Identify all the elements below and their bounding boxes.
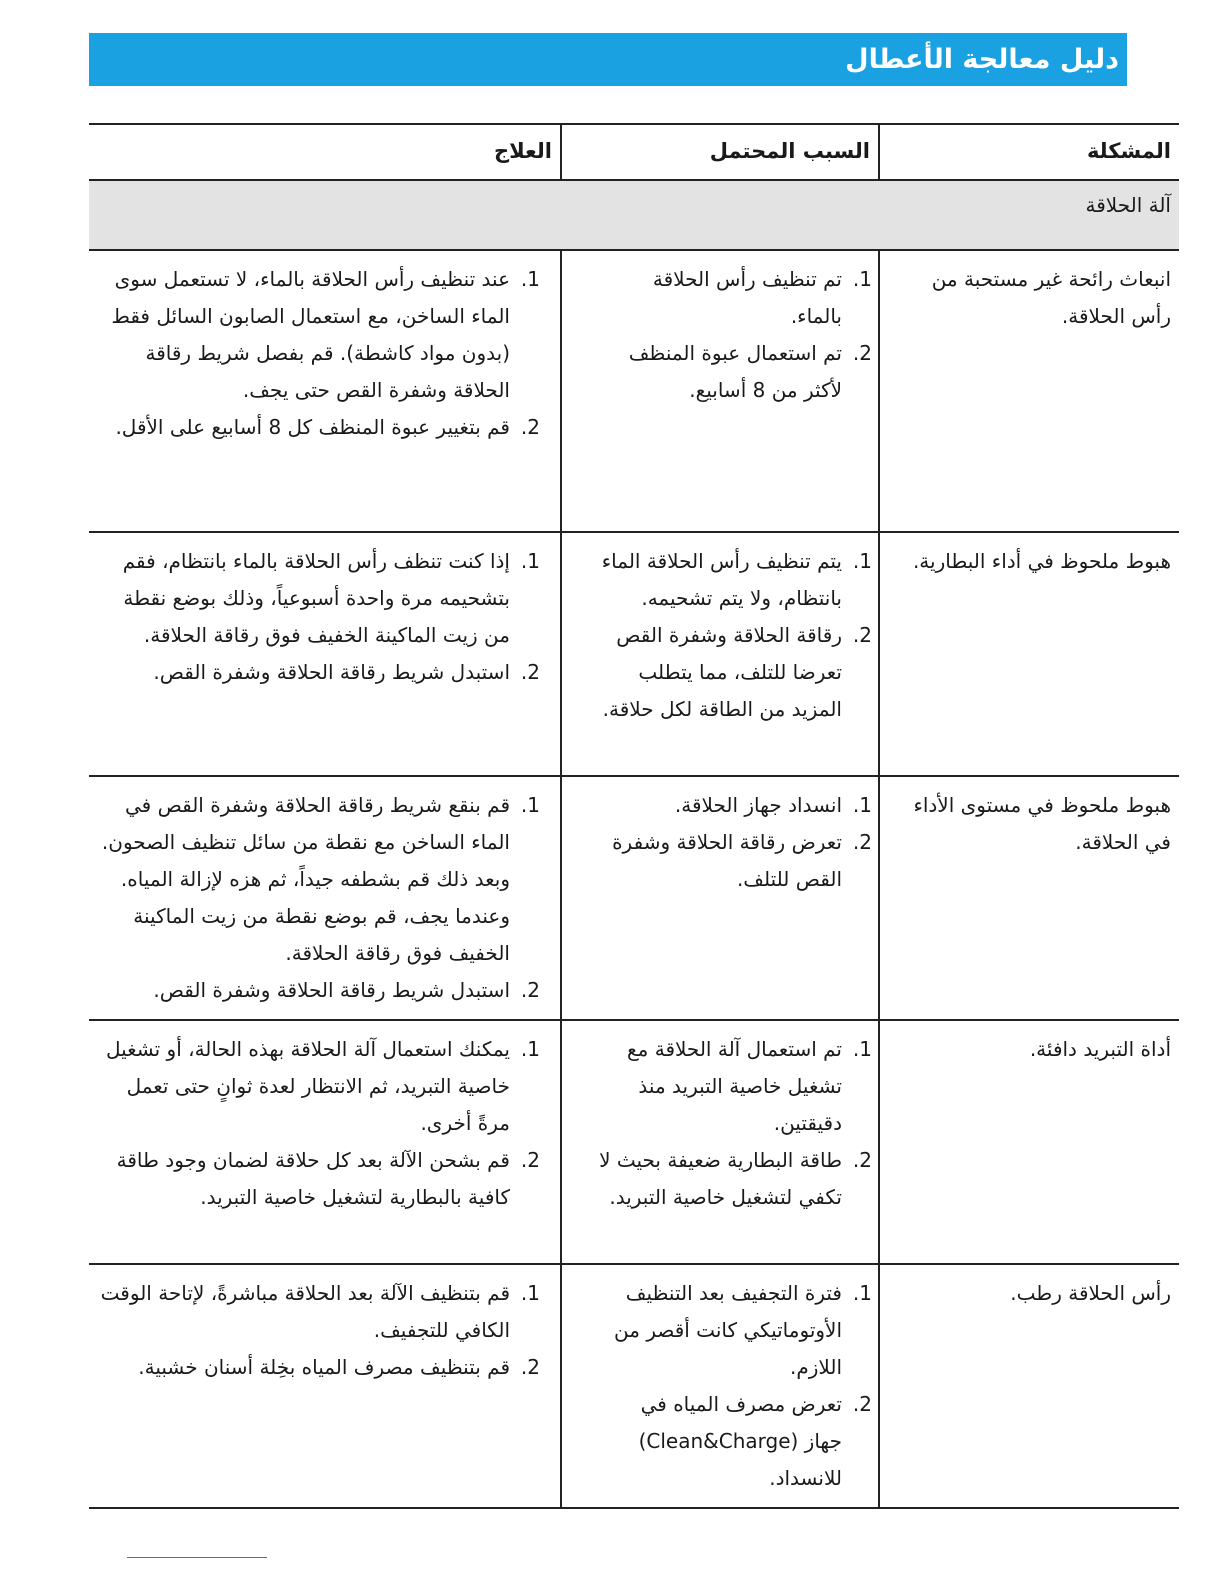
remedy-list [97,1275,540,1386]
list-text: تم استعمال عبوة المنظف لأكثر من 8 أسابيع. [628,341,842,402]
column-header-cause: السبب المحتمل [561,124,879,180]
cause-cell [561,250,879,532]
list-text: قم بتغيير عبوة المنظف كل 8 أسابيع على الأقل. [115,415,510,439]
column-header-problem: المشكلة [879,124,1179,180]
list-item [97,654,540,691]
list-number: 1. [520,1037,540,1061]
list-item [97,1349,540,1386]
column-header-remedy: العلاج [89,124,561,180]
list-item [598,1275,872,1386]
section-title: آلة الحلاقة [89,180,1179,250]
cause-list [598,261,872,409]
table-row [89,1264,1179,1508]
list-number: 2. [520,415,540,439]
list-item [97,1275,540,1349]
cause-list [598,787,872,898]
list-text: تم استعمال آلة الحلاقة مع تشغيل خاصية التبريد منذ دقيقتين. [627,1037,842,1135]
list-text: طاقة البطارية ضعيفة بحيث لا تكفي لتشغيل خاصية التبريد. [599,1148,842,1209]
list-item [598,335,872,409]
footer-divider [127,1557,267,1558]
list-text: فترة التجفيف بعد التنظيف الأوتوماتيكي كانت أقصر من اللازم. [614,1281,842,1379]
table-row [89,1020,1179,1264]
problem-cell: رأس الحلاقة رطب. [879,1264,1179,1508]
remedy-list [97,1031,540,1216]
problem-cell: أداة التبريد دافئة. [879,1020,1179,1264]
list-item [97,972,540,1009]
list-item [97,787,540,972]
table-row [89,776,1179,1020]
list-number: 2. [520,1148,540,1172]
list-item [97,543,540,654]
section-row [89,180,1179,250]
remedy-list [97,543,540,691]
cause-cell [561,776,879,1020]
list-item [598,1142,872,1216]
cause-cell [561,1020,879,1264]
list-number: 1. [520,549,540,573]
list-number: 1. [520,267,540,291]
list-text: قم بشحن الآلة بعد كل حلاقة لضمان وجود طاقة كافية بالبطارية لتشغيل خاصية التبريد. [116,1148,510,1209]
list-number: 2. [852,1392,872,1416]
list-number: 2. [852,830,872,854]
list-number: 1. [852,267,872,291]
cause-list [598,1031,872,1216]
list-text: استبدل شريط رقاقة الحلاقة وشفرة القص. [153,660,510,684]
list-text: قم بنقع شريط رقاقة الحلاقة وشفرة القص في الماء الساخن مع نقطة من سائل تنظيف الصحون. وبعد ذلك قم بشطفه جيداً، ثم هزه لإزالة المياه. وعندما يجف، قم بوضع نقطة من زيت الماكينة الخفيف فوق رقاقة الحلاقة. [101,793,510,965]
list-item [97,1031,540,1142]
cause-cell [561,1264,879,1508]
list-number: 1. [852,1281,872,1305]
cause-list [598,543,872,728]
list-number: 2. [852,1148,872,1172]
list-text: يتم تنظيف رأس الحلاقة الماء بانتظام، ولا يتم تشحيمه. [601,549,842,610]
list-text: إذا كنت تنظف رأس الحلاقة بالماء بانتظام، فقم بتشحيمه مرة واحدة أسبوعياً، وذلك بوضع نقطة من زيت الماكينة الخفيف فوق رقاقة الحلاقة. [122,549,510,647]
problem-cell: انبعاث رائحة غير مستحبة من رأس الحلاقة. [879,250,1179,532]
list-item [598,543,872,617]
table-row [89,250,1179,532]
remedy-cell [89,776,561,1020]
list-item [598,261,872,335]
list-text: رقاقة الحلاقة وشفرة القص تعرضا للتلف، مما يتطلب المزيد من الطاقة لكل حلاقة. [602,623,842,721]
troubleshooting-table [89,123,1179,1509]
list-text: تعرض مصرف المياه في جهاز (Clean&Charge) للانسداد. [638,1392,842,1490]
list-number: 1. [520,1281,540,1305]
list-item [598,1386,872,1497]
list-text: قم بتنظيف الآلة بعد الحلاقة مباشرةً، لإتاحة الوقت الكافي للتجفيف. [100,1281,510,1342]
remedy-cell [89,1264,561,1508]
cause-cell [561,532,879,776]
list-text: عند تنظيف رأس الحلاقة بالماء، لا تستعمل سوى الماء الساخن، مع استعمال الصابون السائل فقط (بدون مواد كاشطة). قم بفصل شريط رقاقة الحلاقة وشفرة القص حتى يجف. [111,267,510,402]
remedy-cell [89,250,561,532]
list-item [598,787,872,824]
list-number: 2. [852,623,872,647]
list-text: يمكنك استعمال آلة الحلاقة بهذه الحالة، أو تشغيل خاصية التبريد، ثم الانتظار لعدة ثوانٍ حتى تعمل مرةً أخرى. [105,1037,510,1135]
list-number: 2. [520,660,540,684]
remedy-list [97,787,540,1009]
list-item [97,1142,540,1216]
list-item [598,824,872,898]
table-row [89,532,1179,776]
list-number: 2. [520,1355,540,1379]
list-text: انسداد جهاز الحلاقة. [674,793,842,817]
list-number: 1. [520,793,540,817]
problem-cell: هبوط ملحوظ في مستوى الأداء في الحلاقة. [879,776,1179,1020]
page-header-banner [89,33,1127,86]
table-header-row [89,124,1179,180]
remedy-list [97,261,540,446]
list-number: 2. [520,978,540,1002]
list-number: 2. [852,341,872,365]
remedy-cell [89,1020,561,1264]
list-number: 1. [852,549,872,573]
list-text: قم بتنظيف مصرف المياه بخِلة أسنان خشبية. [138,1355,510,1379]
remedy-cell [89,532,561,776]
problem-cell: هبوط ملحوظ في أداء البطارية. [879,532,1179,776]
list-item [97,409,540,446]
list-item [598,1031,872,1142]
list-item [598,617,872,728]
cause-list [598,1275,872,1497]
list-item [97,261,540,409]
list-text: تم تنظيف رأس الحلاقة بالماء. [652,267,842,328]
list-text: استبدل شريط رقاقة الحلاقة وشفرة القص. [153,978,510,1002]
list-number: 1. [852,1037,872,1061]
list-text: تعرض رقاقة الحلاقة وشفرة القص للتلف. [612,830,842,891]
page-title: دليل معالجة الأعطال [845,44,1119,75]
list-number: 1. [852,793,872,817]
